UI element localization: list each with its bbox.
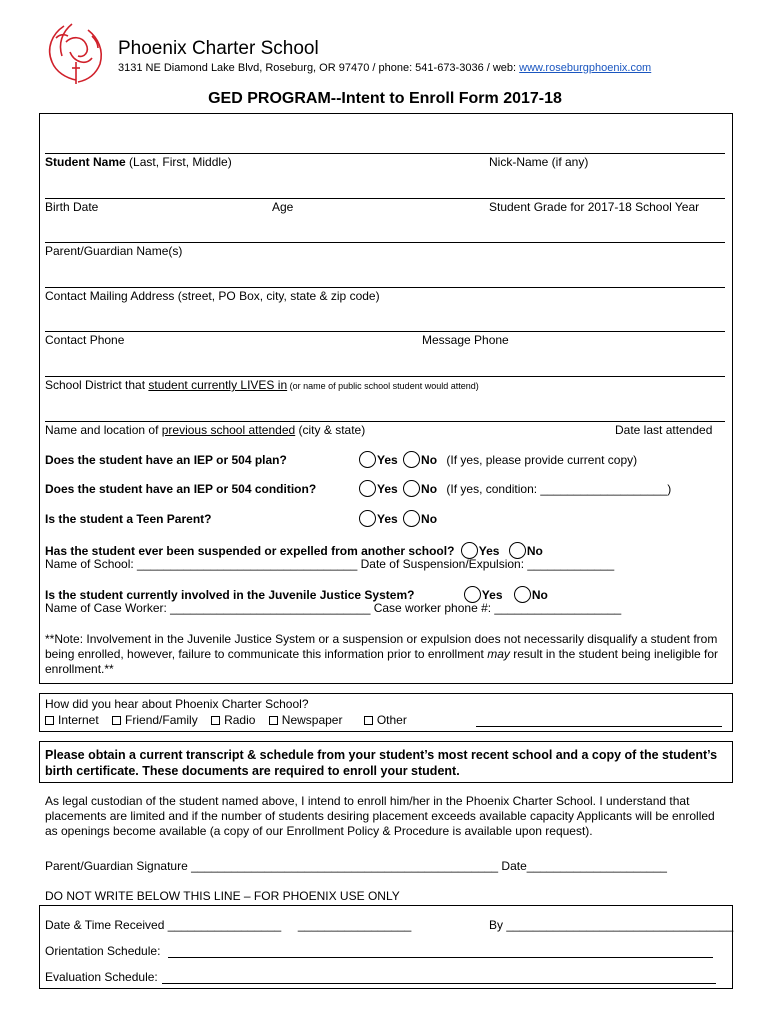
mailing-address-label: Contact Mailing Address (street, PO Box, city, state & zip code) xyxy=(45,289,380,303)
age-label: Age xyxy=(272,200,294,214)
note-may: may xyxy=(487,647,510,661)
school-contact-line xyxy=(118,62,651,74)
iep-condition-note[interactable]: (If yes, condition: ___________________) xyxy=(446,482,672,496)
custodian-statement: As legal custodian of the student named above, I intend to enroll him/her in the Phoenix Charter School. I understand that placements are limited and if the number of students desiring placement exceeds available capacity Applicants will be enrolled as openings become available (a copy of our Enrollment Policy & Procedure is available upon request). xyxy=(45,794,715,838)
note-part1: **Note: Involvement in the Juvenile Justice System or a suspension or expulsion does not necessarily disqualify a student from being enrolled, however, failure to communicate this information prior to enrollment xyxy=(45,632,718,661)
transcript-notice: Please obtain a current transcript & schedule from your student’s most recent school and a copy of the student’s birth certificate. These documents are required to enroll your student. xyxy=(45,748,718,778)
birth-date-line[interactable] xyxy=(45,198,725,199)
iep-condition-options xyxy=(359,480,671,497)
no-label: No xyxy=(421,512,438,526)
juvenile-note xyxy=(45,632,725,677)
option-newspaper: Newspaper xyxy=(281,713,343,727)
grade-label: Student Grade for 2017-18 School Year xyxy=(489,200,700,214)
district-underlined: student currently LIVES in xyxy=(148,378,288,392)
no-label: No xyxy=(526,544,543,558)
no-label: No xyxy=(531,588,548,602)
prev-prefix: Name and location of xyxy=(45,423,162,437)
student-name-hint: (Last, First, Middle) xyxy=(125,155,232,169)
previous-school-label xyxy=(45,423,365,437)
date-received-field[interactable]: Date & Time Received _________________ _________________ xyxy=(45,918,412,932)
message-phone-label: Message Phone xyxy=(422,333,509,347)
hear-about-options xyxy=(45,713,407,727)
prev-suffix: (city & state) xyxy=(295,423,366,437)
nickname-label: Nick-Name (if any) xyxy=(489,155,589,169)
form-title: GED PROGRAM--Intent to Enroll Form 2017-18 xyxy=(208,90,562,107)
school-district-label xyxy=(45,378,479,392)
yes-label: Yes xyxy=(377,512,398,526)
no-label: No xyxy=(421,482,438,496)
yes-label: Yes xyxy=(377,482,398,496)
parent-names-line[interactable] xyxy=(45,242,725,243)
by-field[interactable]: By __________________________________ xyxy=(489,918,734,932)
note-part2: result in the student being ineligible for enrollment.** xyxy=(45,647,719,676)
orientation-label: Orientation Schedule: xyxy=(45,944,161,958)
iep-condition-question: Does the student have an IEP or 504 condition? xyxy=(45,482,317,496)
friend-family-checkbox[interactable] xyxy=(112,716,121,725)
parent-names-label: Parent/Guardian Name(s) xyxy=(45,244,183,258)
office-use-header: DO NOT WRITE BELOW THIS LINE – FOR PHOENIX USE ONLY xyxy=(45,889,400,903)
other-line[interactable] xyxy=(476,726,722,727)
teen-parent-yes-radio[interactable] xyxy=(359,510,376,527)
iep-condition-no-radio[interactable] xyxy=(403,480,420,497)
radio-checkbox[interactable] xyxy=(211,716,220,725)
school-address: 3131 NE Diamond Lake Blvd, Roseburg, OR 97470 / phone: 541-673-3036 / web: xyxy=(118,62,520,74)
option-radio: Radio xyxy=(224,713,256,727)
yes-label: Yes xyxy=(481,588,503,602)
hear-about-question: How did you hear about Phoenix Charter School? xyxy=(45,697,309,711)
iep-plan-yes-radio[interactable] xyxy=(359,451,376,468)
mailing-address-line[interactable] xyxy=(45,287,725,288)
signature-field[interactable]: Parent/Guardian Signature ______________________________________________ Date_____________________ xyxy=(45,859,667,873)
iep-plan-question: Does the student have an IEP or 504 plan? xyxy=(45,453,287,467)
prev-underlined: previous school attended xyxy=(161,423,296,437)
option-other: Other xyxy=(376,713,407,727)
newspaper-checkbox[interactable] xyxy=(269,716,278,725)
teen-parent-options xyxy=(359,510,437,527)
contact-phone-line[interactable] xyxy=(45,331,725,332)
no-label: No xyxy=(421,453,438,467)
contact-phone-label: Contact Phone xyxy=(45,333,125,347)
orientation-line[interactable] xyxy=(168,957,713,958)
student-name-label xyxy=(45,155,232,169)
iep-plan-options xyxy=(359,451,637,468)
district-prefix: School District that xyxy=(45,378,149,392)
juvenile-question-text: Is the student currently involved in the Juvenile Justice System? xyxy=(45,588,415,602)
student-name-bold: Student Name xyxy=(45,155,126,169)
option-internet: Internet xyxy=(58,713,99,727)
teen-parent-no-radio[interactable] xyxy=(403,510,420,527)
iep-condition-yes-radio[interactable] xyxy=(359,480,376,497)
phoenix-logo xyxy=(42,22,110,86)
iep-plan-note: (If yes, please provide current copy) xyxy=(446,453,638,467)
yes-label: Yes xyxy=(478,544,500,558)
iep-plan-no-radio[interactable] xyxy=(403,451,420,468)
internet-checkbox[interactable] xyxy=(45,716,54,725)
school-name: Phoenix Charter School xyxy=(118,38,319,59)
teen-parent-question: Is the student a Teen Parent? xyxy=(45,512,212,526)
option-friend-family: Friend/Family xyxy=(125,713,198,727)
district-note: (or name of public school student would attend) xyxy=(287,381,479,391)
birth-date-label: Birth Date xyxy=(45,200,99,214)
name-of-school-field[interactable]: Name of School: _________________________________ Date of Suspension/Expulsion: _____________ xyxy=(45,557,615,571)
evaluation-label: Evaluation Schedule: xyxy=(45,970,158,984)
case-worker-field[interactable]: Name of Case Worker: ______________________________ Case worker phone #: ___________________ xyxy=(45,601,622,615)
student-name-line[interactable] xyxy=(45,153,725,154)
evaluation-line[interactable] xyxy=(162,983,716,984)
yes-label: Yes xyxy=(377,453,398,467)
date-last-attended-label: Date last attended xyxy=(615,423,713,437)
website-link[interactable]: www.roseburgphoenix.com xyxy=(519,62,652,74)
previous-school-line[interactable] xyxy=(45,421,725,422)
other-checkbox[interactable] xyxy=(364,716,373,725)
school-district-line[interactable] xyxy=(45,376,725,377)
suspended-question-text: Has the student ever been suspended or expelled from another school? xyxy=(45,544,455,558)
